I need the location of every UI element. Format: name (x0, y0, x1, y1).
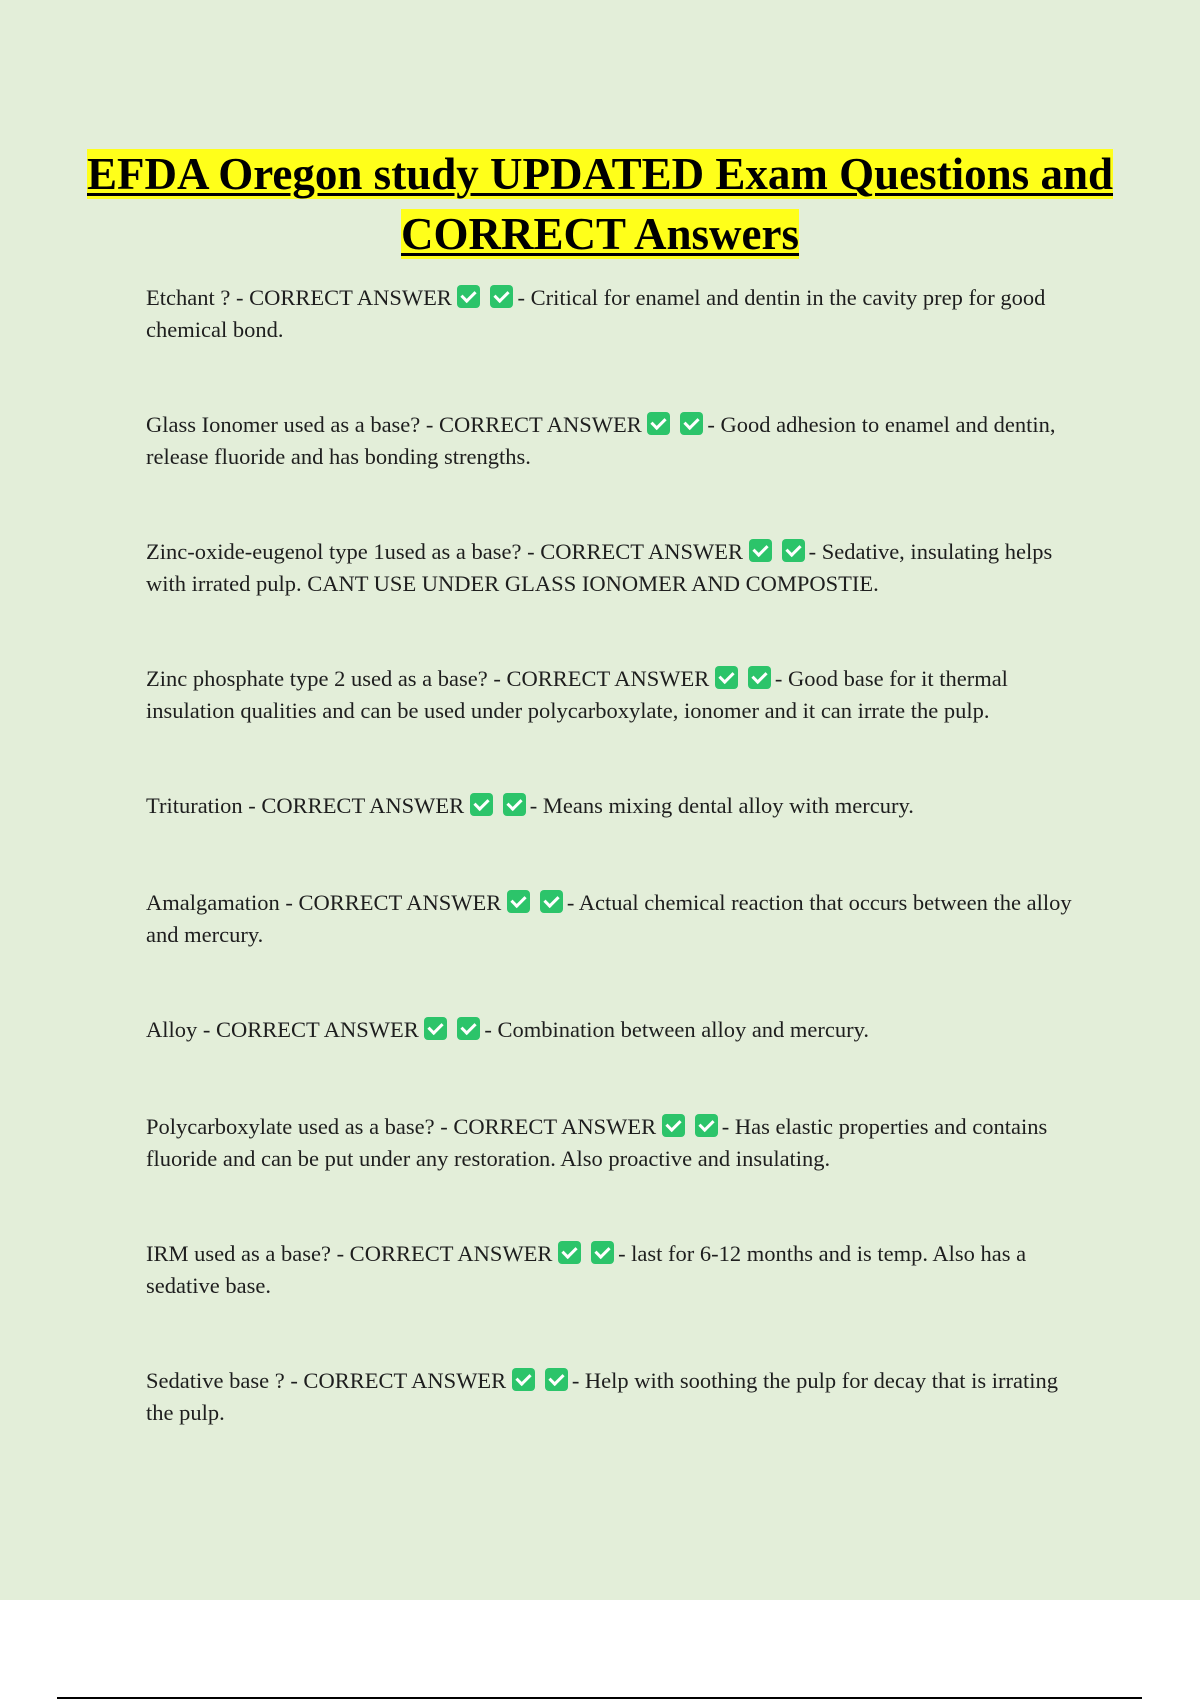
question-text: Zinc-oxide-eugenol type 1used as a base? - CORRECT ANSWER (146, 539, 743, 564)
qa-item-trituration (146, 790, 1091, 822)
question-text: Polycarboxylate used as a base? - CORRECT ANSWER (146, 1114, 657, 1139)
footer-divider (57, 1697, 1142, 1699)
answer-text: - Good adhesion to enamel and dentin, release fluoride and has bonding strengths. (146, 412, 1056, 469)
check-mark-icon (558, 1241, 581, 1264)
question-text: Alloy - CORRECT ANSWER (146, 1017, 419, 1042)
qa-item-sedative-base (146, 1365, 1091, 1429)
check-mark-icon (540, 890, 563, 913)
qa-item-etchant (146, 282, 1091, 346)
check-mark-icon (782, 539, 805, 562)
qa-item-zinc-oxide-eugenol (146, 536, 1091, 600)
answer-text: - Help with soothing the pulp for decay that is irrating the pulp. (146, 1368, 1058, 1425)
question-text: Trituration - CORRECT ANSWER (146, 793, 465, 818)
qa-item-zinc-phosphate (146, 663, 1091, 727)
check-mark-icon (749, 539, 772, 562)
check-mark-icon (695, 1114, 718, 1137)
answer-text: - last for 6-12 months and is temp. Also has a sedative base. (146, 1241, 1027, 1298)
qa-item-irm (146, 1238, 1091, 1302)
question-text: Etchant ? - CORRECT ANSWER (146, 285, 452, 310)
check-mark-icon (424, 1017, 447, 1040)
check-mark-icon (490, 285, 513, 308)
qa-item-glass-ionomer (146, 409, 1091, 473)
answer-text: - Critical for enamel and dentin in the cavity prep for good chemical bond. (146, 285, 1046, 342)
qa-item-amalgamation (146, 887, 1091, 951)
answer-text: - Means mixing dental alloy with mercury. (529, 793, 914, 818)
qa-item-polycarboxylate (146, 1111, 1091, 1175)
check-mark-icon (662, 1114, 685, 1137)
check-mark-icon (647, 412, 670, 435)
answer-text: - Has elastic properties and contains fluoride and can be put under any restoration. Also proactive and insulating. (146, 1114, 1048, 1171)
question-text: Sedative base ? - CORRECT ANSWER (146, 1368, 507, 1393)
check-mark-icon (503, 793, 526, 816)
check-mark-icon (457, 285, 480, 308)
question-text: Glass Ionomer used as a base? - CORRECT ANSWER (146, 412, 642, 437)
answer-text: - Actual chemical reaction that occurs between the alloy and mercury. (146, 890, 1072, 947)
answer-text: - Combination between alloy and mercury. (484, 1017, 870, 1042)
check-mark-icon (591, 1241, 614, 1264)
document-title: EFDA Oregon study UPDATED Exam Questions and CORRECT Answers (87, 149, 1113, 259)
question-text: IRM used as a base? - CORRECT ANSWER (146, 1241, 553, 1266)
check-mark-icon (545, 1368, 568, 1391)
answer-text: - Good base for it thermal insulation qualities and can be used under polycarboxylate, ionomer and it can irrate the pulp. (146, 666, 1008, 723)
check-mark-icon (507, 890, 530, 913)
check-mark-icon (470, 793, 493, 816)
check-mark-icon (715, 666, 738, 689)
question-text: Zinc phosphate type 2 used as a base? - CORRECT ANSWER (146, 666, 710, 691)
question-text: Amalgamation - CORRECT ANSWER (146, 890, 502, 915)
answer-text: - Sedative, insulating helps with irrated pulp. CANT USE UNDER GLASS IONOMER AND COMPOSTIE. (146, 539, 1053, 596)
check-mark-icon (457, 1017, 480, 1040)
check-mark-icon (748, 666, 771, 689)
qa-item-alloy (146, 1014, 1091, 1046)
check-mark-icon (680, 412, 703, 435)
title-block (0, 144, 1200, 264)
check-mark-icon (512, 1368, 535, 1391)
